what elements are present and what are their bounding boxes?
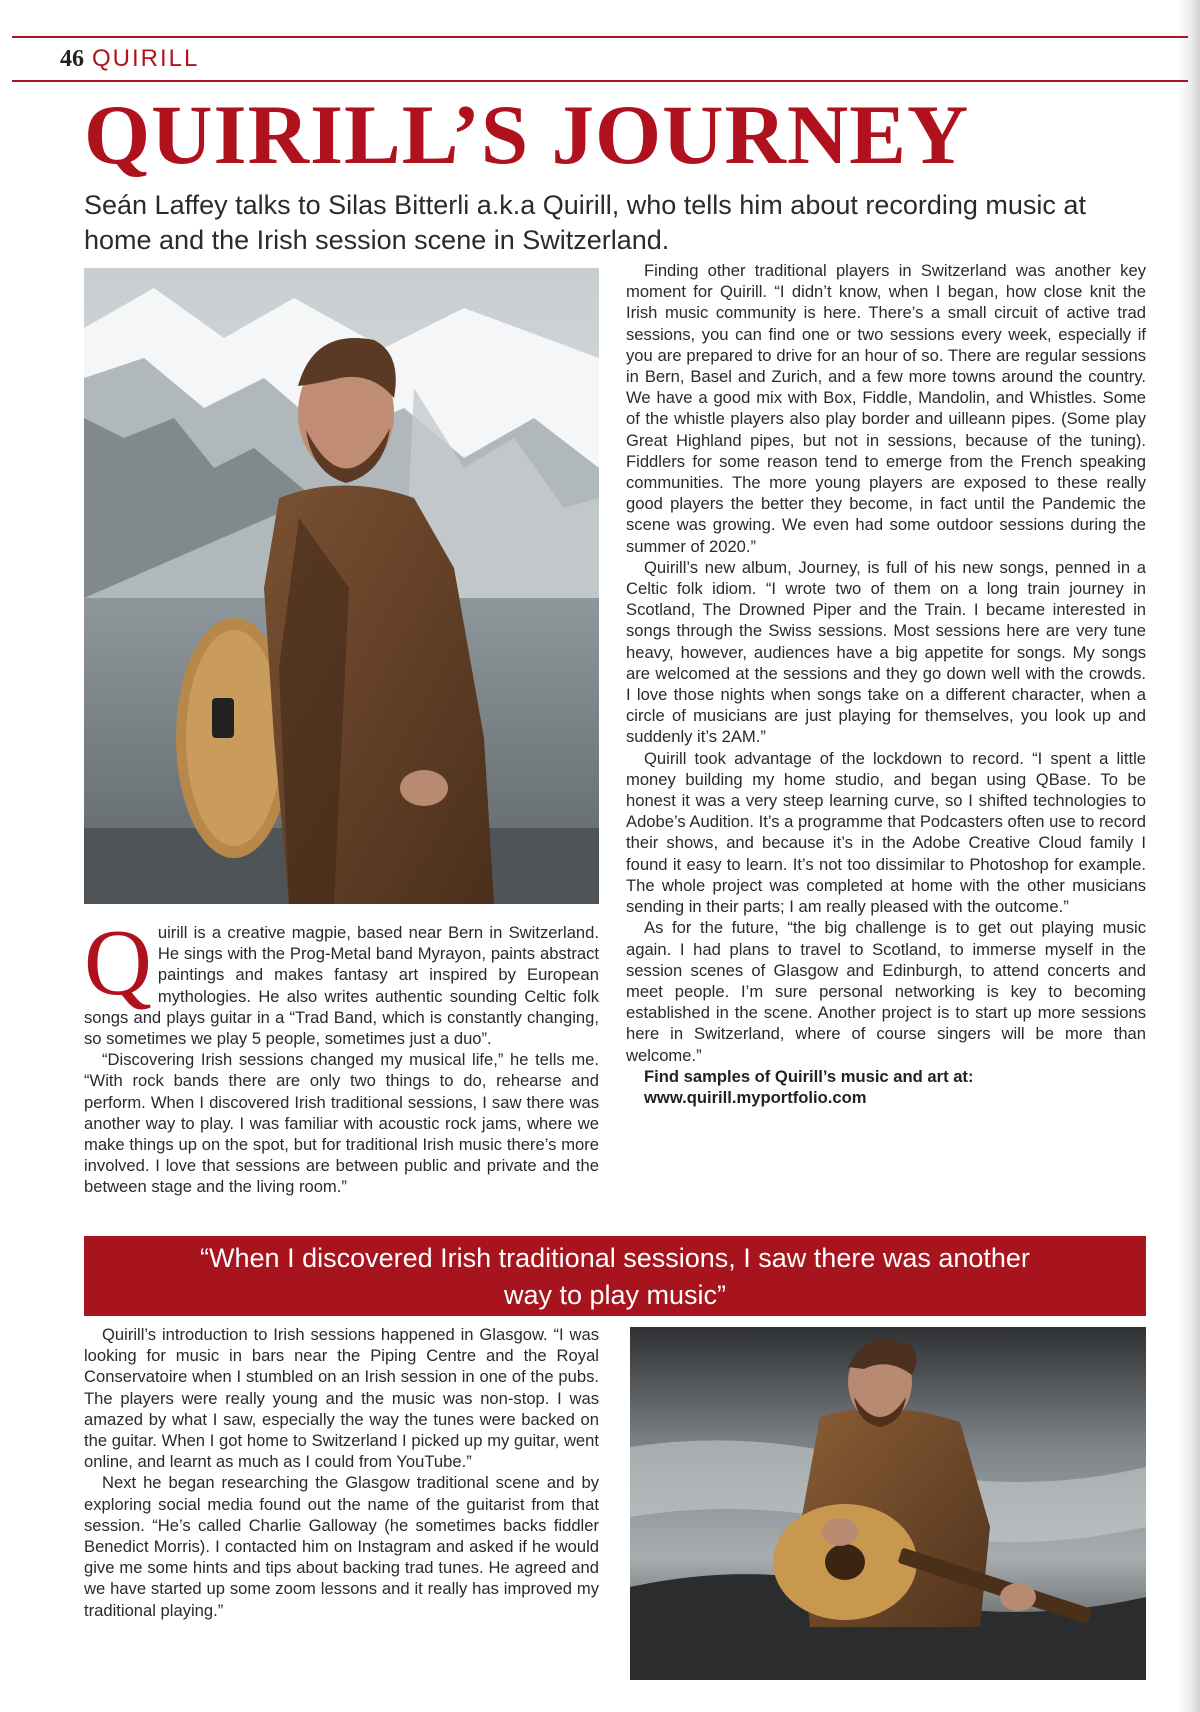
article-column-right bbox=[626, 260, 1146, 1108]
paragraph: Quirill took advantage of the lockdown to record. “I spent a little money building my home studio, and began using QBase. To be honest it was a very steep learning curve, so I shifted technologies to Adobe’s Audition. It’s a programme that Podcasters often use to record their shows, and because it’s in the Adobe Creative Cloud family I found it easy to learn. It’s not too dissimilar to Photoshop for example. The whole project was completed at home with the other musicians sending in their parts; I am really pleased with the outcome.” bbox=[626, 748, 1146, 917]
drop-cap: Q bbox=[84, 911, 152, 1015]
find-samples-label: Find samples of Quirill’s music and art at: bbox=[644, 1066, 974, 1086]
pull-quote: “When I discovered Irish traditional sessions, I saw there was another way to play music” bbox=[84, 1236, 1146, 1316]
photo-quirill-mountains-illustration bbox=[84, 268, 599, 904]
opening-paragraph-text: uirill is a creative magpie, based near Bern in Switzerland. He sings with the Prog-Metal band Myrayon, paints abstract paintings and makes fantasy art inspired by European mythologies. He also writes authentic sounding Celtic folk songs and plays guitar in a “Trad Band, which is constantly changing, so sometimes we play 5 people, sometimes just a duo”. bbox=[84, 923, 599, 1049]
header-rule-bottom bbox=[12, 80, 1188, 82]
paragraph: Finding other traditional players in Switzerland was another key moment for Quirill. “I didn’t know, when I began, how close knit the Irish music community is here. There’s a small circuit of active trad sessions, you can find one or two sessions every week, especially if you are prepared to drive for an hour of so. There are regular sessions in Bern, Basel and Zurich, and a few more towns around the country. We have a good mix with Box, Fiddle, Mandolin, and Whistles. Some of the whistle players also play border and uilleann pipes. (Some play Great Highland pipes, but not in sessions, because of the tuning). Fiddlers for some reason tend to emerge from the French speaking communities. The more young players are exposed to these really good players the better they become, in fact until the Pandemic the scene was growing. We even had some outdoor sessions during the summer of 2020.” bbox=[626, 261, 1146, 556]
paragraph: Quirill’s new album, Journey, is full of his new songs, penned in a Celtic folk idiom. “I wrote two of them on a long train journey in Scotland, The Drowned Piper and the Train. I became interested in songs through the Swiss sessions. Most sessions here are very tune heavy, however, audiences have a big appetite for songs. My songs are welcomed at the sessions and they go down well with the crowds. I love those nights when songs take on a different character, when a circle of musicians are just playing for themselves, you look up and suddenly it’s 2AM.” bbox=[626, 557, 1146, 747]
paragraph: Next he began researching the Glasgow traditional scene and by exploring social media found out the name of the guitarist from that session. “He’s called Charlie Galloway (he sometimes backs fiddler Benedict Morris). I contacted him on Instagram and asked if he would give me some hints and tips about backing trad tunes. He agreed and we have started up some zoom lessons and it really has improved my traditional playing.” bbox=[84, 1473, 599, 1620]
header-rule-top bbox=[12, 36, 1188, 38]
page-edge-shadow bbox=[1178, 0, 1200, 1712]
opening-paragraph bbox=[84, 911, 599, 1049]
article-column-left-bottom bbox=[84, 1324, 599, 1621]
article-column-left bbox=[84, 911, 599, 1198]
running-head bbox=[60, 40, 199, 78]
paragraph: “Discovering Irish sessions changed my musical life,” he tells me. “With rock bands there are only two things to do, rehearse and perform. When I discovered Irish traditional sessions, I saw there was another way to play. I was familiar with acoustic rock jams, where we make things up on the spot, but for traditional Irish music there’s more involved. I love that sessions are between public and private and the between stage and the living room.” bbox=[84, 1050, 599, 1197]
portfolio-link[interactable]: www.quirill.myportfolio.com bbox=[644, 1087, 867, 1107]
photo-quirill-playing-guitar bbox=[630, 1327, 1146, 1680]
article-headline: QUIRILL’S JOURNEY bbox=[84, 88, 970, 182]
page-number: 46 bbox=[60, 46, 84, 72]
paragraph: As for the future, “the big challenge is to get out playing music again. I had plans to travel to Scotland, to immerse myself in the session scenes of Glasgow and Edinburgh, to attend concerts and meet people. I’m sure personal networking is key to becoming established in the scene. Another project is to start up more sessions here in Switzerland, where of course singers will be more than welcome.” bbox=[626, 918, 1146, 1065]
article-standfirst: Seán Laffey talks to Silas Bitterli a.k.a Quirill, who tells him about recording music at home and the Irish session scene in Switzerland. bbox=[84, 190, 1086, 255]
photo-quirill-mountains bbox=[84, 268, 599, 904]
photo-quirill-playing-guitar-illustration bbox=[630, 1327, 1146, 1680]
section-label: QUIRILL bbox=[92, 45, 200, 72]
paragraph: Quirill’s introduction to Irish sessions happened in Glasgow. “I was looking for music in bars near the Piping Centre and the Royal Conservatoire when I stumbled on an Irish session in one of the pubs. The players were really young and the music was non-stop. I was amazed by what I saw, especially the way the tunes were backed on the guitar. When I got home to Switzerland I picked up my guitar, went online, and learnt as much as I could from YouTube.” bbox=[84, 1325, 599, 1472]
